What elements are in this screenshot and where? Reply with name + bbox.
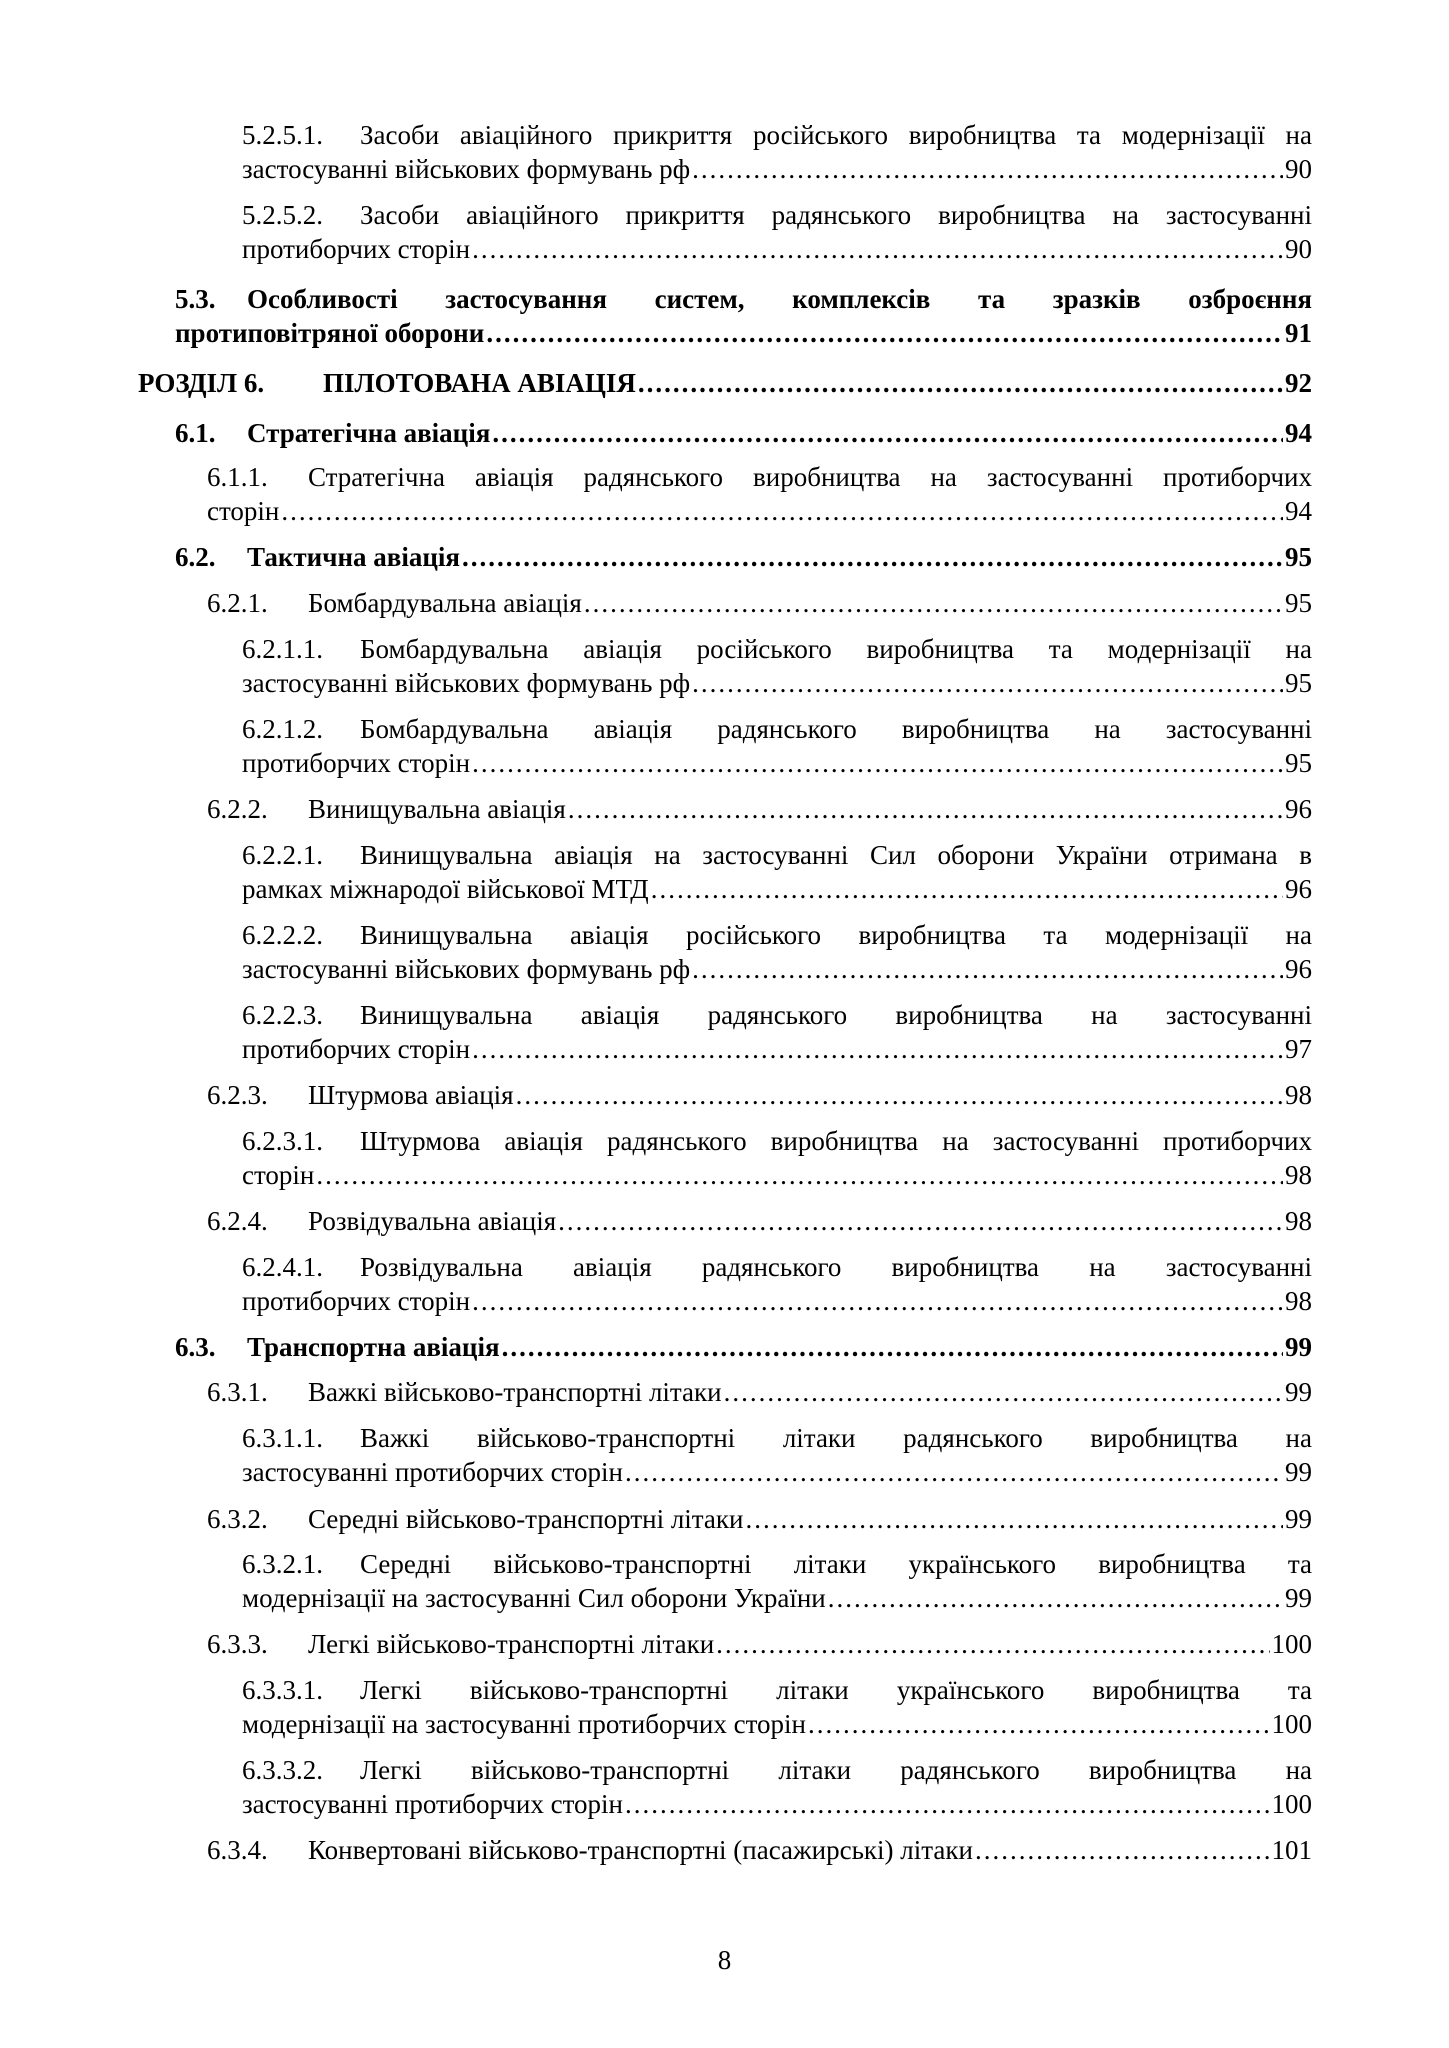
dot-leader	[716, 1627, 1269, 1661]
toc-entry-number: 6.2.1.1.	[242, 634, 323, 664]
toc-entry-page: 91	[1285, 318, 1312, 348]
toc-entry-page: 99	[1285, 1457, 1312, 1487]
toc-entry-title-line: рамках міжнародої військової МТД	[242, 874, 649, 904]
dot-leader	[568, 792, 1283, 826]
toc-entry[interactable]	[242, 1753, 1312, 1821]
toc-entry-number: 5.3.	[175, 284, 216, 314]
toc-entry-number: 5.2.5.1.	[242, 120, 323, 150]
toc-entry[interactable]	[207, 460, 1312, 528]
toc-entry-title-line: застосуванні військових формувань рф	[242, 668, 691, 698]
toc-entry-title-line: Конвертовані військово-транспортні (пасажирські) літаки	[308, 1835, 973, 1865]
toc-entry-title-line: протиборчих сторін	[242, 748, 471, 778]
dot-leader	[558, 1204, 1283, 1238]
toc-entry-title-line: Штурмова авіація	[308, 1080, 514, 1110]
toc-entry-number: 6.3.	[175, 1332, 216, 1362]
toc-entry-page: 92	[1285, 368, 1312, 398]
toc-entry-page: 99	[1285, 1583, 1312, 1613]
toc-entry-page: 99	[1285, 1377, 1312, 1407]
toc-entry-title-line: протиповітряної оборони	[175, 318, 485, 348]
dot-leader	[625, 1787, 1270, 1821]
dot-leader	[492, 416, 1283, 450]
toc-entry-page: 98	[1285, 1080, 1312, 1110]
toc-entry[interactable]	[242, 1673, 1312, 1741]
toc-entry-page: 95	[1285, 748, 1312, 778]
toc-entry-title-line: сторін	[207, 496, 280, 526]
toc-entry-page: 95	[1285, 668, 1312, 698]
toc-entry-page: 94	[1285, 496, 1312, 526]
dot-leader	[316, 1158, 1283, 1192]
toc-entry-number: 6.2.4.	[207, 1206, 268, 1236]
toc-entry[interactable]	[175, 282, 1312, 350]
dot-leader	[692, 152, 1283, 186]
toc-entry-title-line: застосуванні військових формувань рф	[242, 154, 691, 184]
toc-entry-page: 95	[1285, 588, 1312, 618]
toc-entry-title-line: модернізації на застосуванні Сил оборони України	[242, 1583, 826, 1613]
toc-entry[interactable]	[207, 1627, 1312, 1661]
toc-entry-title-line: Засоби авіаційного прикриття російського виробництва та модернізації на	[360, 120, 1312, 150]
toc-entry-title-line: Штурмова авіація радянського виробництва на застосуванні протиборчих	[360, 1126, 1312, 1156]
toc-entry-title-line: ПІЛОТОВАНА АВІАЦІЯ	[323, 368, 636, 398]
toc-entry[interactable]	[242, 998, 1312, 1066]
toc-entry-page: 96	[1285, 874, 1312, 904]
toc-entry-title-line: сторін	[242, 1160, 315, 1190]
dot-leader	[625, 1455, 1283, 1489]
toc-entry[interactable]	[242, 632, 1312, 700]
toc-entry-page: 97	[1285, 1034, 1312, 1064]
toc-entry-number: 6.2.2.1.	[242, 840, 323, 870]
dot-leader	[975, 1833, 1270, 1867]
toc-entry[interactable]	[242, 838, 1312, 906]
toc-entry[interactable]	[242, 1124, 1312, 1192]
toc-entry-number: 6.3.3.1.	[242, 1675, 323, 1705]
toc-entry[interactable]	[207, 1502, 1312, 1536]
toc-entry[interactable]	[207, 1375, 1312, 1409]
toc-entry-title-line: Бомбардувальна авіація російського виробництва та модернізації на	[360, 634, 1312, 664]
toc-entry-title-line: Розвідувальна авіація	[308, 1206, 557, 1236]
toc-entry-number: РОЗДІЛ 6.	[138, 368, 265, 398]
dot-leader	[638, 366, 1283, 400]
toc-entry-number: 6.1.1.	[207, 462, 268, 492]
dot-leader	[584, 586, 1283, 620]
toc-entry-number: 6.2.	[175, 542, 216, 572]
dot-leader	[472, 1284, 1283, 1318]
toc-entry-title-line: Винищувальна авіація на застосуванні Сил оборони України отримана в	[360, 840, 1312, 870]
toc-entry-number: 6.3.2.1.	[242, 1549, 323, 1579]
toc-entry-title-line: застосуванні протиборчих сторін	[242, 1457, 623, 1487]
toc-entry[interactable]	[175, 1330, 1312, 1364]
dot-leader	[745, 1502, 1283, 1536]
toc-entry-page: 101	[1271, 1835, 1312, 1865]
toc-entry-title-line: Транспортна авіація	[247, 1332, 500, 1362]
toc-entry-title-line: Середні військово-транспортні літаки	[308, 1504, 744, 1534]
toc-entry-title-line: Винищувальна авіація російського виробництва та модернізації на	[360, 920, 1312, 950]
toc-entry-title-line: Особливості застосування систем, комплексів та зразків озброєння	[247, 284, 1312, 314]
toc-entry-number: 6.2.3.	[207, 1080, 268, 1110]
toc-entry-title-line: Важкі військово-транспортні літаки радянського виробництва на	[360, 1423, 1312, 1453]
toc-entry-number: 6.2.1.2.	[242, 714, 323, 744]
toc-entry-number: 6.3.2.	[207, 1504, 268, 1534]
toc-entry-page: 99	[1285, 1504, 1312, 1534]
dot-leader	[281, 494, 1283, 528]
dot-leader	[692, 952, 1283, 986]
toc-entry-number: 5.2.5.2.	[242, 200, 323, 230]
toc-entry-title-line: Важкі військово-транспортні літаки	[308, 1377, 722, 1407]
dot-leader	[828, 1581, 1283, 1615]
toc-entry-page: 90	[1285, 234, 1312, 264]
toc-entry-title-line: Бомбардувальна авіація	[308, 588, 582, 618]
toc-entry-title-line: Легкі військово-транспортні літаки радянського виробництва на	[360, 1755, 1312, 1785]
toc-entry-title-line: Розвідувальна авіація радянського виробництва на застосуванні	[360, 1252, 1312, 1282]
toc-entry[interactable]	[207, 792, 1312, 826]
dot-leader	[472, 746, 1283, 780]
toc-entry[interactable]	[242, 1547, 1312, 1615]
toc-entry-number: 6.3.1.1.	[242, 1423, 323, 1453]
toc-entry-title-line: Стратегічна авіація радянського виробництва на застосуванні протиборчих	[308, 462, 1312, 492]
page-number: 8	[717, 1945, 732, 1975]
dot-leader	[472, 232, 1283, 266]
toc-entry-number: 6.2.2.	[207, 794, 268, 824]
toc-entry-title-line: Винищувальна авіація	[308, 794, 566, 824]
toc-entry-number: 6.3.3.2.	[242, 1755, 323, 1785]
toc-entry-title-line: застосуванні протиборчих сторін	[242, 1789, 623, 1819]
dot-leader	[651, 872, 1283, 906]
dot-leader	[502, 1330, 1283, 1364]
dot-leader	[724, 1375, 1283, 1409]
toc-entry-title-line: модернізації на застосуванні протиборчих сторін	[242, 1709, 806, 1739]
toc-entry-page: 100	[1271, 1629, 1312, 1659]
toc-entry-number: 6.3.3.	[207, 1629, 268, 1659]
toc-entry[interactable]	[242, 118, 1312, 186]
toc-entry[interactable]	[242, 918, 1312, 986]
toc-entry-number: 6.1.	[175, 418, 216, 448]
toc-entry-number: 6.2.2.2.	[242, 920, 323, 950]
toc-entry-number: 6.2.4.1.	[242, 1252, 323, 1282]
toc-entry[interactable]	[175, 416, 1312, 450]
toc-entry-page: 98	[1285, 1160, 1312, 1190]
toc-entry-page: 99	[1285, 1332, 1312, 1362]
toc-entry-number: 6.3.4.	[207, 1835, 268, 1865]
toc-entry-page: 100	[1271, 1789, 1312, 1819]
dot-leader	[472, 1032, 1283, 1066]
toc-entry-title-line: Середні військово-транспортні літаки українського виробництва та	[360, 1549, 1312, 1579]
toc-entry-page: 96	[1285, 794, 1312, 824]
dot-leader	[486, 316, 1283, 350]
dot-leader	[808, 1707, 1270, 1741]
toc-entry[interactable]	[138, 366, 1312, 400]
dot-leader	[516, 1078, 1283, 1112]
toc-entry-number: 6.3.1.	[207, 1377, 268, 1407]
toc-entry[interactable]	[207, 1204, 1312, 1238]
toc-entry-title-line: протиборчих сторін	[242, 1286, 471, 1316]
toc-entry[interactable]	[207, 1833, 1312, 1867]
toc-entry-title-line: Легкі військово-транспортні літаки українського виробництва та	[360, 1675, 1312, 1705]
toc-entry-page: 90	[1285, 154, 1312, 184]
toc-entry[interactable]	[242, 712, 1312, 780]
toc-entry-number: 6.2.2.3.	[242, 1000, 323, 1030]
toc-entry-page: 98	[1285, 1286, 1312, 1316]
toc-entry[interactable]	[175, 540, 1312, 574]
toc-entry-page: 98	[1285, 1206, 1312, 1236]
toc-entry-title-line: Стратегічна авіація	[247, 418, 491, 448]
toc-entry-title-line: Винищувальна авіація радянського виробництва на застосуванні	[360, 1000, 1312, 1030]
toc-entry-number: 6.2.3.1.	[242, 1126, 323, 1156]
toc-entry[interactable]	[242, 1421, 1312, 1489]
dot-leader	[462, 540, 1283, 574]
toc-entry-page: 96	[1285, 954, 1312, 984]
toc-entry-title-line: застосуванні військових формувань рф	[242, 954, 691, 984]
toc-entry-page: 95	[1285, 542, 1312, 572]
toc-entry-title-line: Засоби авіаційного прикриття радянського виробництва на застосуванні	[360, 200, 1312, 230]
toc-entry-page: 100	[1271, 1709, 1312, 1739]
toc-entry-title-line: Бомбардувальна авіація радянського виробництва на застосуванні	[360, 714, 1312, 744]
dot-leader	[692, 666, 1283, 700]
toc-entry[interactable]	[242, 198, 1312, 266]
toc-entry-title-line: Легкі військово-транспортні літаки	[308, 1629, 715, 1659]
toc-entry-number: 6.2.1.	[207, 588, 268, 618]
toc-entry-title-line: протиборчих сторін	[242, 1034, 471, 1064]
toc-entry-page: 94	[1285, 418, 1312, 448]
toc-entry-title-line: Тактична авіація	[247, 542, 460, 572]
toc-entry[interactable]	[207, 1078, 1312, 1112]
toc-entry-title-line: протиборчих сторін	[242, 234, 471, 264]
toc-entry[interactable]	[242, 1250, 1312, 1318]
toc-entry[interactable]	[207, 586, 1312, 620]
